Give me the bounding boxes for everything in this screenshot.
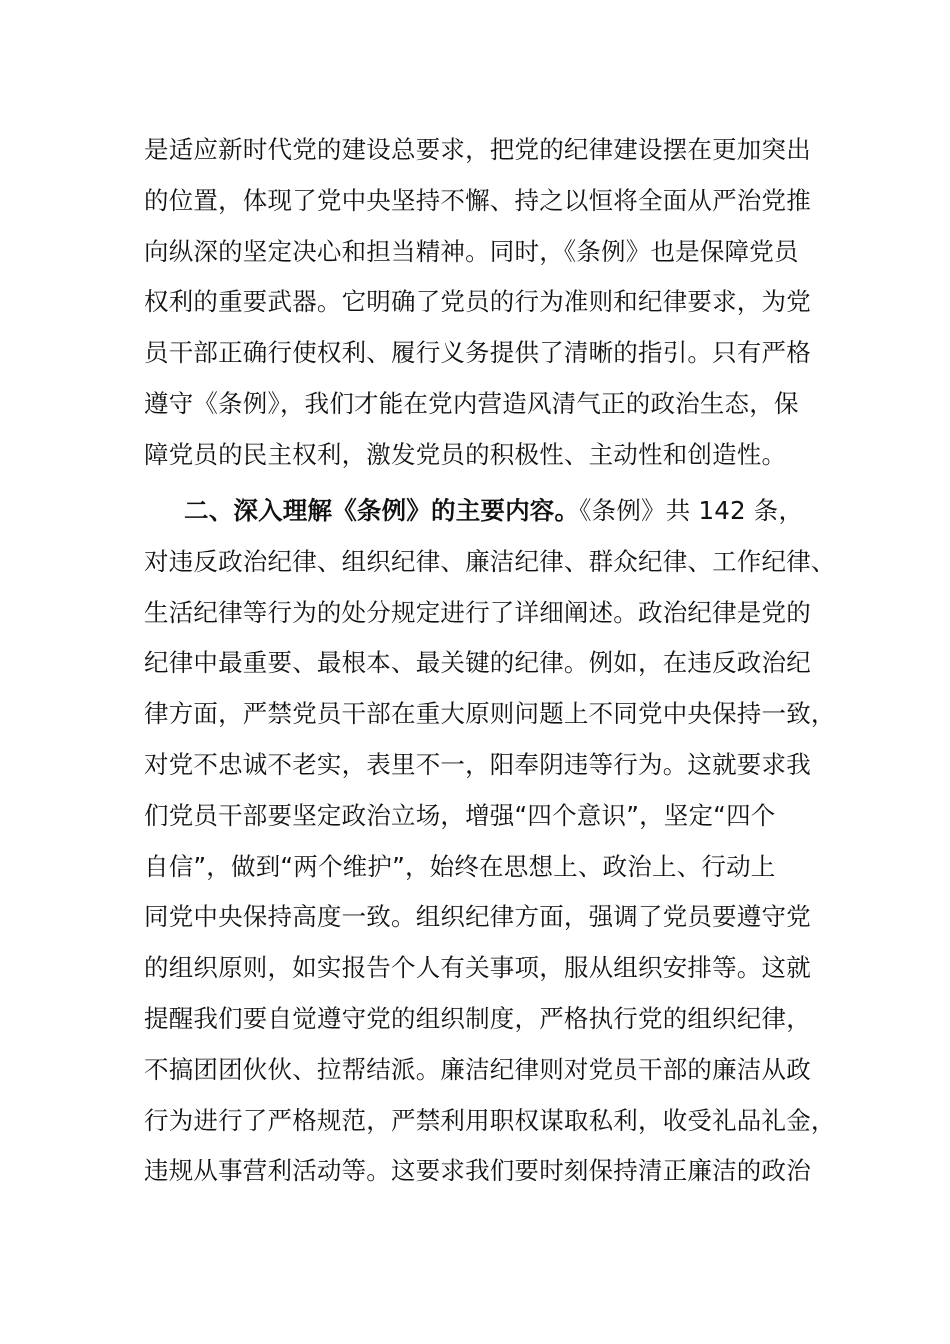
text-line: 提醒我们要自觉遵守党的组织制度，严格执行党的组织纪律， <box>144 1003 811 1033</box>
paragraph-main-content <box>144 486 836 1197</box>
text-line: 的组织原则，如实报告个人有关事项，服从组织安排等。这就 <box>144 953 811 983</box>
text-line: 向纵深的坚定决心和担当精神。同时，《条例》也是保障党员 <box>144 236 799 266</box>
text-line: 不搞团团伙伙、拉帮结派。廉洁纪律则对党员干部的廉洁从政 <box>144 1054 811 1084</box>
text-line: 同党中央保持高度一致。组织纪律方面，强调了党员要遵守党 <box>144 902 811 932</box>
first-line <box>144 486 824 537</box>
text-line: 员干部正确行使权利、履行义务提供了清晰的指引。只有严格 <box>144 338 811 368</box>
text-line: 纪律中最重要、最根本、最关键的纪律。例如，在违反政治纪 <box>144 648 811 678</box>
section-heading: 二、深入理解《条例》的主要内容。 <box>184 496 580 525</box>
paragraph-significance <box>144 125 824 481</box>
text-line: 障党员的民主权利，激发党员的积极性、主动性和创造性。 <box>144 439 787 469</box>
text-line: 们党员干部要坚定政治立场，增强“四个意识”，坚定“四个 <box>144 800 776 830</box>
text-line: 对党不忠诚不老实，表里不一，阳奉阴违等行为。这就要求我 <box>144 749 811 779</box>
text-line: 违规从事营利活动等。这要求我们要时刻保持清正廉洁的政治 <box>144 1156 811 1186</box>
text-line: 行为进行了严格规范，严禁利用职权谋取私利，收受礼品礼金， <box>144 1105 836 1135</box>
text-line: 是适应新时代党的建设总要求，把党的纪律建设摆在更加突出 <box>144 135 811 164</box>
text-run: 《条例》共 142 条， <box>579 496 804 525</box>
text-line: 遵守《条例》，我们才能在党内营造风清气正的政治生态，保 <box>144 388 799 418</box>
text-line: 的位置，体现了党中央坚持不懈、持之以恒将全面从严治党推 <box>144 185 811 215</box>
text-line: 生活纪律等行为的处分规定进行了详细阐述。政治纪律是党的 <box>144 597 811 627</box>
text-line: 对违反政治纪律、组织纪律、廉洁纪律、群众纪律、工作纪律、 <box>144 546 836 576</box>
text-line: 权利的重要武器。它明确了党员的行为准则和纪律要求，为党 <box>144 287 811 317</box>
text-line: 律方面，严禁党员干部在重大原则问题上不同党中央保持一致， <box>144 699 836 729</box>
text-line: 自信”，做到“两个维护”，始终在思想上、政治上、行动上 <box>144 851 776 881</box>
